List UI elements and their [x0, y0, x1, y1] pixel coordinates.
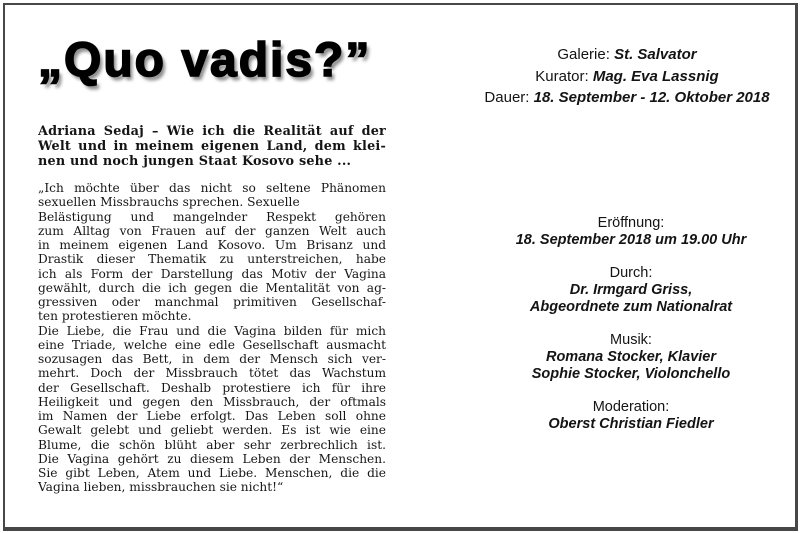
- body-line: gewählt, durch die ich gegen die Mentalität von ag-: [38, 280, 386, 295]
- info-value: Mag. Eva Lassnig: [592, 67, 719, 85]
- info-value: 18. September - 12. Oktober 2018: [533, 89, 770, 106]
- body-line: Drastik dieser Thematik zu unterstreichen, habe: [38, 252, 386, 267]
- body-line: sexuellen Missbrauchs sprechen. Sexuelle: [38, 195, 300, 210]
- body-line: Gewalt gelebt und geliebt werden. Es ist wie eine: [38, 423, 386, 438]
- section-value-line: Oberst Christian Fiedler: [548, 416, 714, 432]
- body-line: zum Alltag von Frauen auf der ganzen Welt auch: [38, 223, 386, 238]
- section-value-line: Sophie Stocker, Violonchello: [531, 366, 731, 382]
- event-details-sections: [472, 215, 790, 449]
- section-value-line: Dr. Irmgard Griss,: [569, 282, 693, 298]
- event-section: [472, 265, 790, 316]
- section-label: Eröffnung:: [597, 215, 665, 231]
- body-line: in meinem eigenen Land Kosovo. Um Brisanz und: [38, 238, 386, 252]
- body-line: mehrt. Doch der Missbrauch tötet das Wachstum: [38, 366, 386, 381]
- body-line: Heiligkeit und gegen den Missbrauch, der oftmals: [38, 394, 386, 409]
- exhibition-title: „Quo vadis?”: [38, 34, 372, 87]
- info-label: Galerie:: [557, 46, 615, 63]
- artist-statement-paragraph: [38, 181, 386, 495]
- info-header-line: [462, 66, 792, 88]
- section-label: Moderation:: [592, 399, 670, 415]
- body-line: ten protestieren möchte.: [38, 309, 192, 324]
- info-value: St. Salvator: [614, 46, 697, 63]
- body-line: eine Triade, welche eine edle Gesellschaft ausmacht: [38, 337, 386, 352]
- section-label: Musik:: [610, 332, 652, 348]
- event-section: [472, 215, 790, 249]
- intro-line: Adriana Sedaj – Wie ich die Realität auf der: [38, 124, 386, 139]
- body-line: Vagina lieben, missbrauchen sie nicht!“: [38, 480, 284, 495]
- event-section: [472, 399, 790, 433]
- info-header-line: [462, 44, 792, 66]
- section-value-line: 18. September 2018 um 19.00 Uhr: [515, 232, 747, 248]
- body-line: im Namen der Liebe erfolgt. Das Leben soll ohne: [38, 409, 386, 423]
- info-label: Kurator:: [535, 67, 593, 85]
- info-header-line: [462, 87, 792, 109]
- section-value-line: Abgeordnete zum Nationalrat: [529, 299, 733, 315]
- body-line: Sie gibt Leben, Atem und Liebe. Menschen, die die: [38, 466, 386, 480]
- section-value-line: Romana Stocker, Klavier: [545, 349, 717, 365]
- body-line: Die Vagina gehört zu diesem Leben der Menschen.: [38, 451, 386, 466]
- body-line: Belästigung und mangelnder Respekt gehören: [38, 209, 386, 224]
- body-line: Die Liebe, die Frau und die Vagina bilden für mich: [38, 323, 386, 338]
- body-line: Blume, die schön blüht aber sehr zerbrechlich ist.: [38, 437, 386, 452]
- event-section: [472, 332, 790, 383]
- body-line: sozusagen das Bett, in dem der Mensch sich ver-: [38, 352, 386, 366]
- body-line: der Gesellschaft. Deshalb protestiere ich für ihre: [38, 380, 386, 395]
- artist-intro-paragraph: [38, 124, 386, 170]
- info-label: Dauer:: [484, 89, 534, 106]
- gallery-info-header: [462, 44, 792, 109]
- body-line: ich als Form der Darstellung das Motiv der Vagina: [38, 266, 386, 281]
- section-label: Durch:: [609, 265, 653, 281]
- intro-line: nen und noch jungen Staat Kosovo sehe ...: [38, 154, 352, 170]
- body-line: gressiven oder manchmal primitiven Gesellschaf-: [38, 295, 386, 309]
- body-line: „Ich möchte über das nicht so seltene Phänomen: [38, 181, 386, 195]
- intro-line: Welt und in meinem eigenen Land, dem klei-: [38, 139, 386, 155]
